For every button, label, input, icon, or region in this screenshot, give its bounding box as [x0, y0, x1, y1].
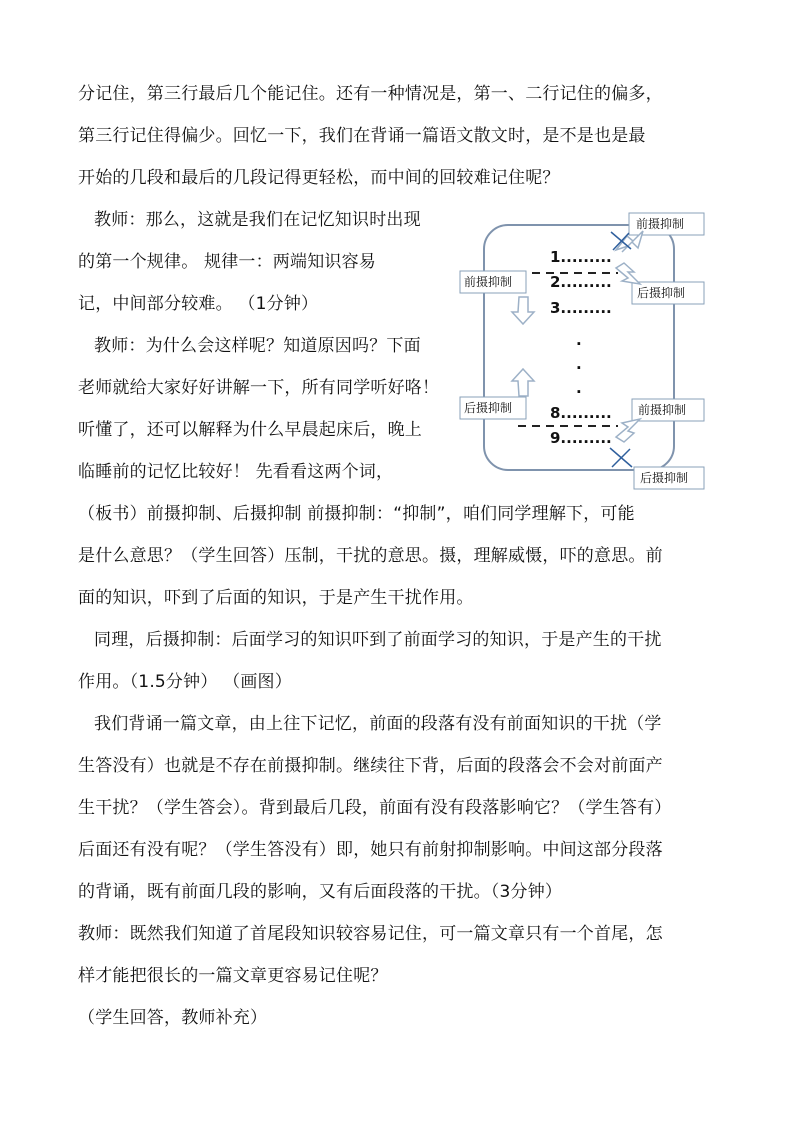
label-text: 后摄抑制 [637, 286, 686, 300]
list-item-2: 2......... [550, 273, 612, 291]
paragraph-line: 教师：那么，这就是我们在记忆知识时出现 [94, 210, 421, 230]
paragraph-line: 听懂了，还可以解释为什么早晨起床后，晚上 [78, 420, 422, 440]
paragraph-line: 教师：既然我们知道了首尾段知识较容易记住，可一篇文章只有一个首尾，怎 [78, 924, 663, 944]
list-item-3: 3......... [550, 299, 612, 317]
paragraph-line: 分记住，第三行最后几个能记住。还有一种情况是，第一、二行记住的偏多， [78, 84, 663, 104]
paragraph-line: 开始的几段和最后的几段记得更轻松，而中间的回较难记住呢？ [78, 168, 560, 188]
houshe-right-top-box [632, 282, 704, 304]
arrow-up-icon [512, 369, 534, 396]
ellipsis-dot-2: . [576, 355, 582, 373]
paragraph-line: 生干扰？（学生答会）。背到最后几段，前面有没有段落影响它？（学生答有） [78, 798, 672, 818]
memory-diagram-svg [458, 205, 708, 495]
paragraph-line: 同理，后摄抑制：后面学习的知识吓到了前面学习的知识，于是产生的干扰 [94, 630, 662, 650]
paragraph-line: 样才能把很长的一篇文章更容易记住呢？ [78, 966, 388, 986]
ellipsis-dot-3: . [576, 379, 582, 397]
qianshe-top-right-box [629, 213, 704, 235]
paragraph-line: 老师就给大家好好讲解一下，所有同学听好咯！ [78, 378, 440, 398]
paragraph-line: 后面还有没有呢？（学生答没有）即，她只有前射抑制影响。中间这部分段落 [78, 840, 663, 860]
label-text: 前摄抑制 [464, 275, 513, 289]
ellipsis-dot-1: . [576, 331, 582, 349]
paragraph-line: 是什么意思？（学生回答）压制，干扰的意思。摄，理解威慑，吓的意思。前 [78, 546, 663, 566]
label-text: 后摄抑制 [640, 471, 689, 485]
arrow-right-lower [616, 419, 640, 442]
paragraph-line: 第三行记住得偏少。回忆一下，我们在背诵一篇语文散文时，是不是也是最 [78, 126, 646, 146]
label-text: 前摄抑制 [636, 217, 685, 231]
list-item-8: 8......... [550, 404, 612, 422]
arrow-up-left [512, 369, 534, 396]
houshe-left-box [460, 397, 526, 419]
qianshe-left-box [460, 271, 526, 293]
arrow-right-middle [616, 263, 640, 284]
memory-diagram [458, 205, 708, 495]
paragraph-line: 的第一个规律。 规律一：两端知识容易 [78, 252, 377, 272]
paragraph-line: 作用。（1.5分钟） （画图） [78, 672, 292, 692]
arrow-down-icon [512, 297, 534, 324]
cross-mark-bottom [610, 448, 632, 467]
paragraph-line: 我们背诵一篇文章，由上往下记忆，前面的段落有没有前面知识的干扰（学 [94, 714, 662, 734]
paragraph-line: 生答没有）也就是不存在前摄抑制。继续往下背，后面的段落会不会对前面产 [78, 756, 663, 776]
houshe-right-bottom-box [634, 467, 704, 489]
paragraph-line: 教师：为什么会这样呢？知道原因吗？下面 [94, 336, 421, 356]
paragraph-line: 临睡前的记忆比较好！ 先看看这两个词， [78, 462, 394, 482]
paragraph-line: （学生回答，教师补充） [78, 1008, 268, 1028]
arrow-down-left [512, 297, 534, 324]
paragraph-line: （板书）前摄抑制、后摄抑制 前摄抑制：“抑制”，咱们同学理解下，可能 [78, 504, 635, 524]
list-item-1: 1......... [550, 248, 612, 266]
label-text: 前摄抑制 [638, 403, 687, 417]
paragraph-line: 的背诵，既有前面几段的影响，又有后面段落的干扰。（3分钟） [78, 882, 563, 902]
qianshe-right-bottom-box [632, 399, 704, 421]
arrow-diagonal-icon [616, 263, 640, 284]
arrow-diagonal-icon [616, 419, 640, 442]
list-item-9: 9......... [550, 429, 612, 447]
paragraph-line: 面的知识，吓到了后面的知识，于是产生干扰作用。 [78, 588, 474, 608]
paragraph-line: 记，中间部分较难。 （1分钟） [78, 294, 319, 314]
label-text: 后摄抑制 [464, 401, 513, 415]
